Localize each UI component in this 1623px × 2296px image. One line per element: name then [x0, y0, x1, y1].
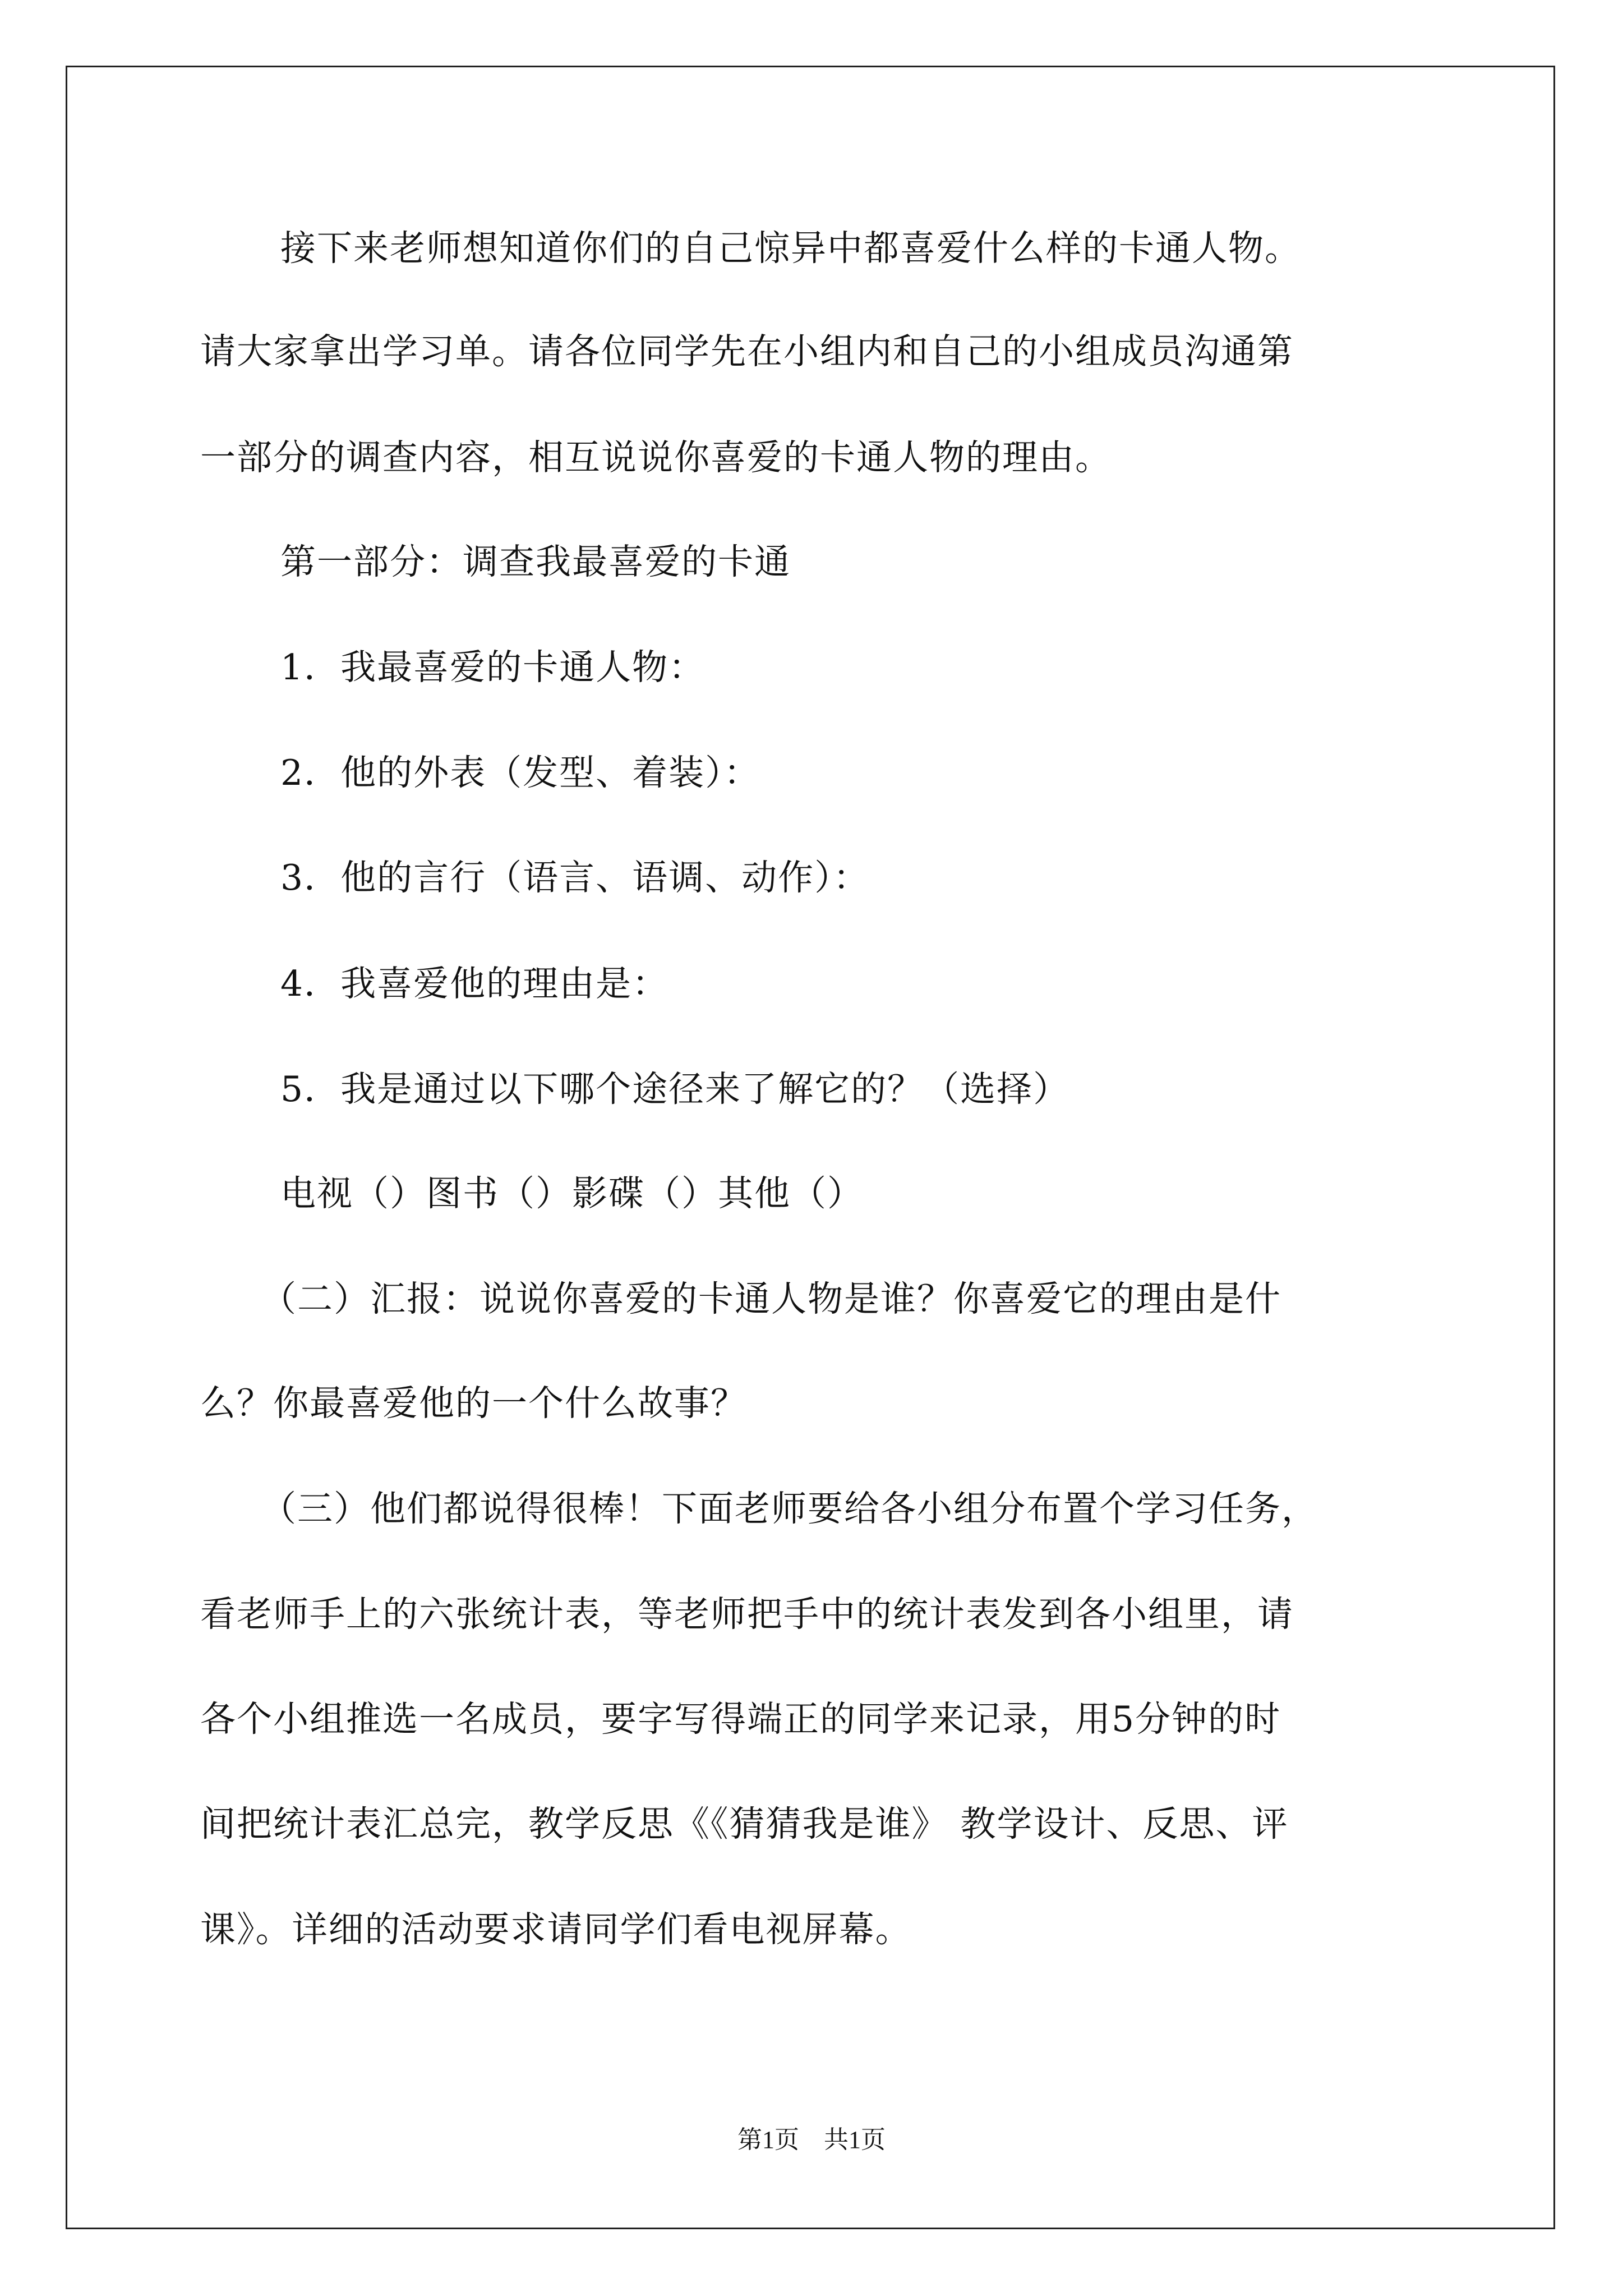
- paragraph-line: （三）他们都说得很棒！下面老师要给各小组分布置个学习任务，: [261, 1488, 1318, 1529]
- paragraph-line: 请大家拿出学习单。请各位同学先在小组内和自己的小组成员沟通第: [200, 331, 1294, 372]
- paragraph-line: 间把统计表汇总完，教学反思《《猜猜我是谁》 教学设计、反思、评: [200, 1803, 1289, 1844]
- page-number: 第1页 共1页: [737, 2126, 886, 2154]
- survey-item: 5．我是通过以下哪个途径来了解它的？（选择）: [280, 1069, 1070, 1110]
- paragraph-line: 各个小组推选一名成员，要字写得端正的同学来记录，用5分钟的时: [200, 1699, 1281, 1740]
- survey-item: 1．我最喜爱的卡通人物：: [280, 647, 706, 688]
- paragraph-line: 接下来老师想知道你们的自己惊异中都喜爱什么样的卡通人物。: [280, 228, 1301, 269]
- paragraph-line: 看老师手上的六张统计表，等老师把手中的统计表发到各小组里，请: [200, 1594, 1294, 1635]
- paragraph-line: 一部分的调查内容，相互说说你喜爱的卡通人物的理由。: [200, 437, 1112, 478]
- section-heading: 第一部分：调查我最喜爱的卡通: [280, 541, 791, 582]
- paragraph-line: （二）汇报：说说你喜爱的卡通人物是谁？你喜爱它的理由是什: [261, 1278, 1281, 1319]
- paragraph-line: 么？你最喜爱他的一个什么故事？: [200, 1383, 747, 1424]
- survey-item: 3．他的言行（语言、语调、动作）：: [280, 857, 870, 898]
- survey-options: 电视（）图书（）影碟（）其他（）: [280, 1173, 864, 1214]
- paragraph-line: 课》。详细的活动要求请同学们看电视屏幕。: [200, 1909, 912, 1950]
- page-border: [66, 66, 1555, 2229]
- survey-item: 2．他的外表（发型、着装）：: [280, 752, 760, 793]
- survey-item: 4．我喜爱他的理由是：: [280, 963, 669, 1004]
